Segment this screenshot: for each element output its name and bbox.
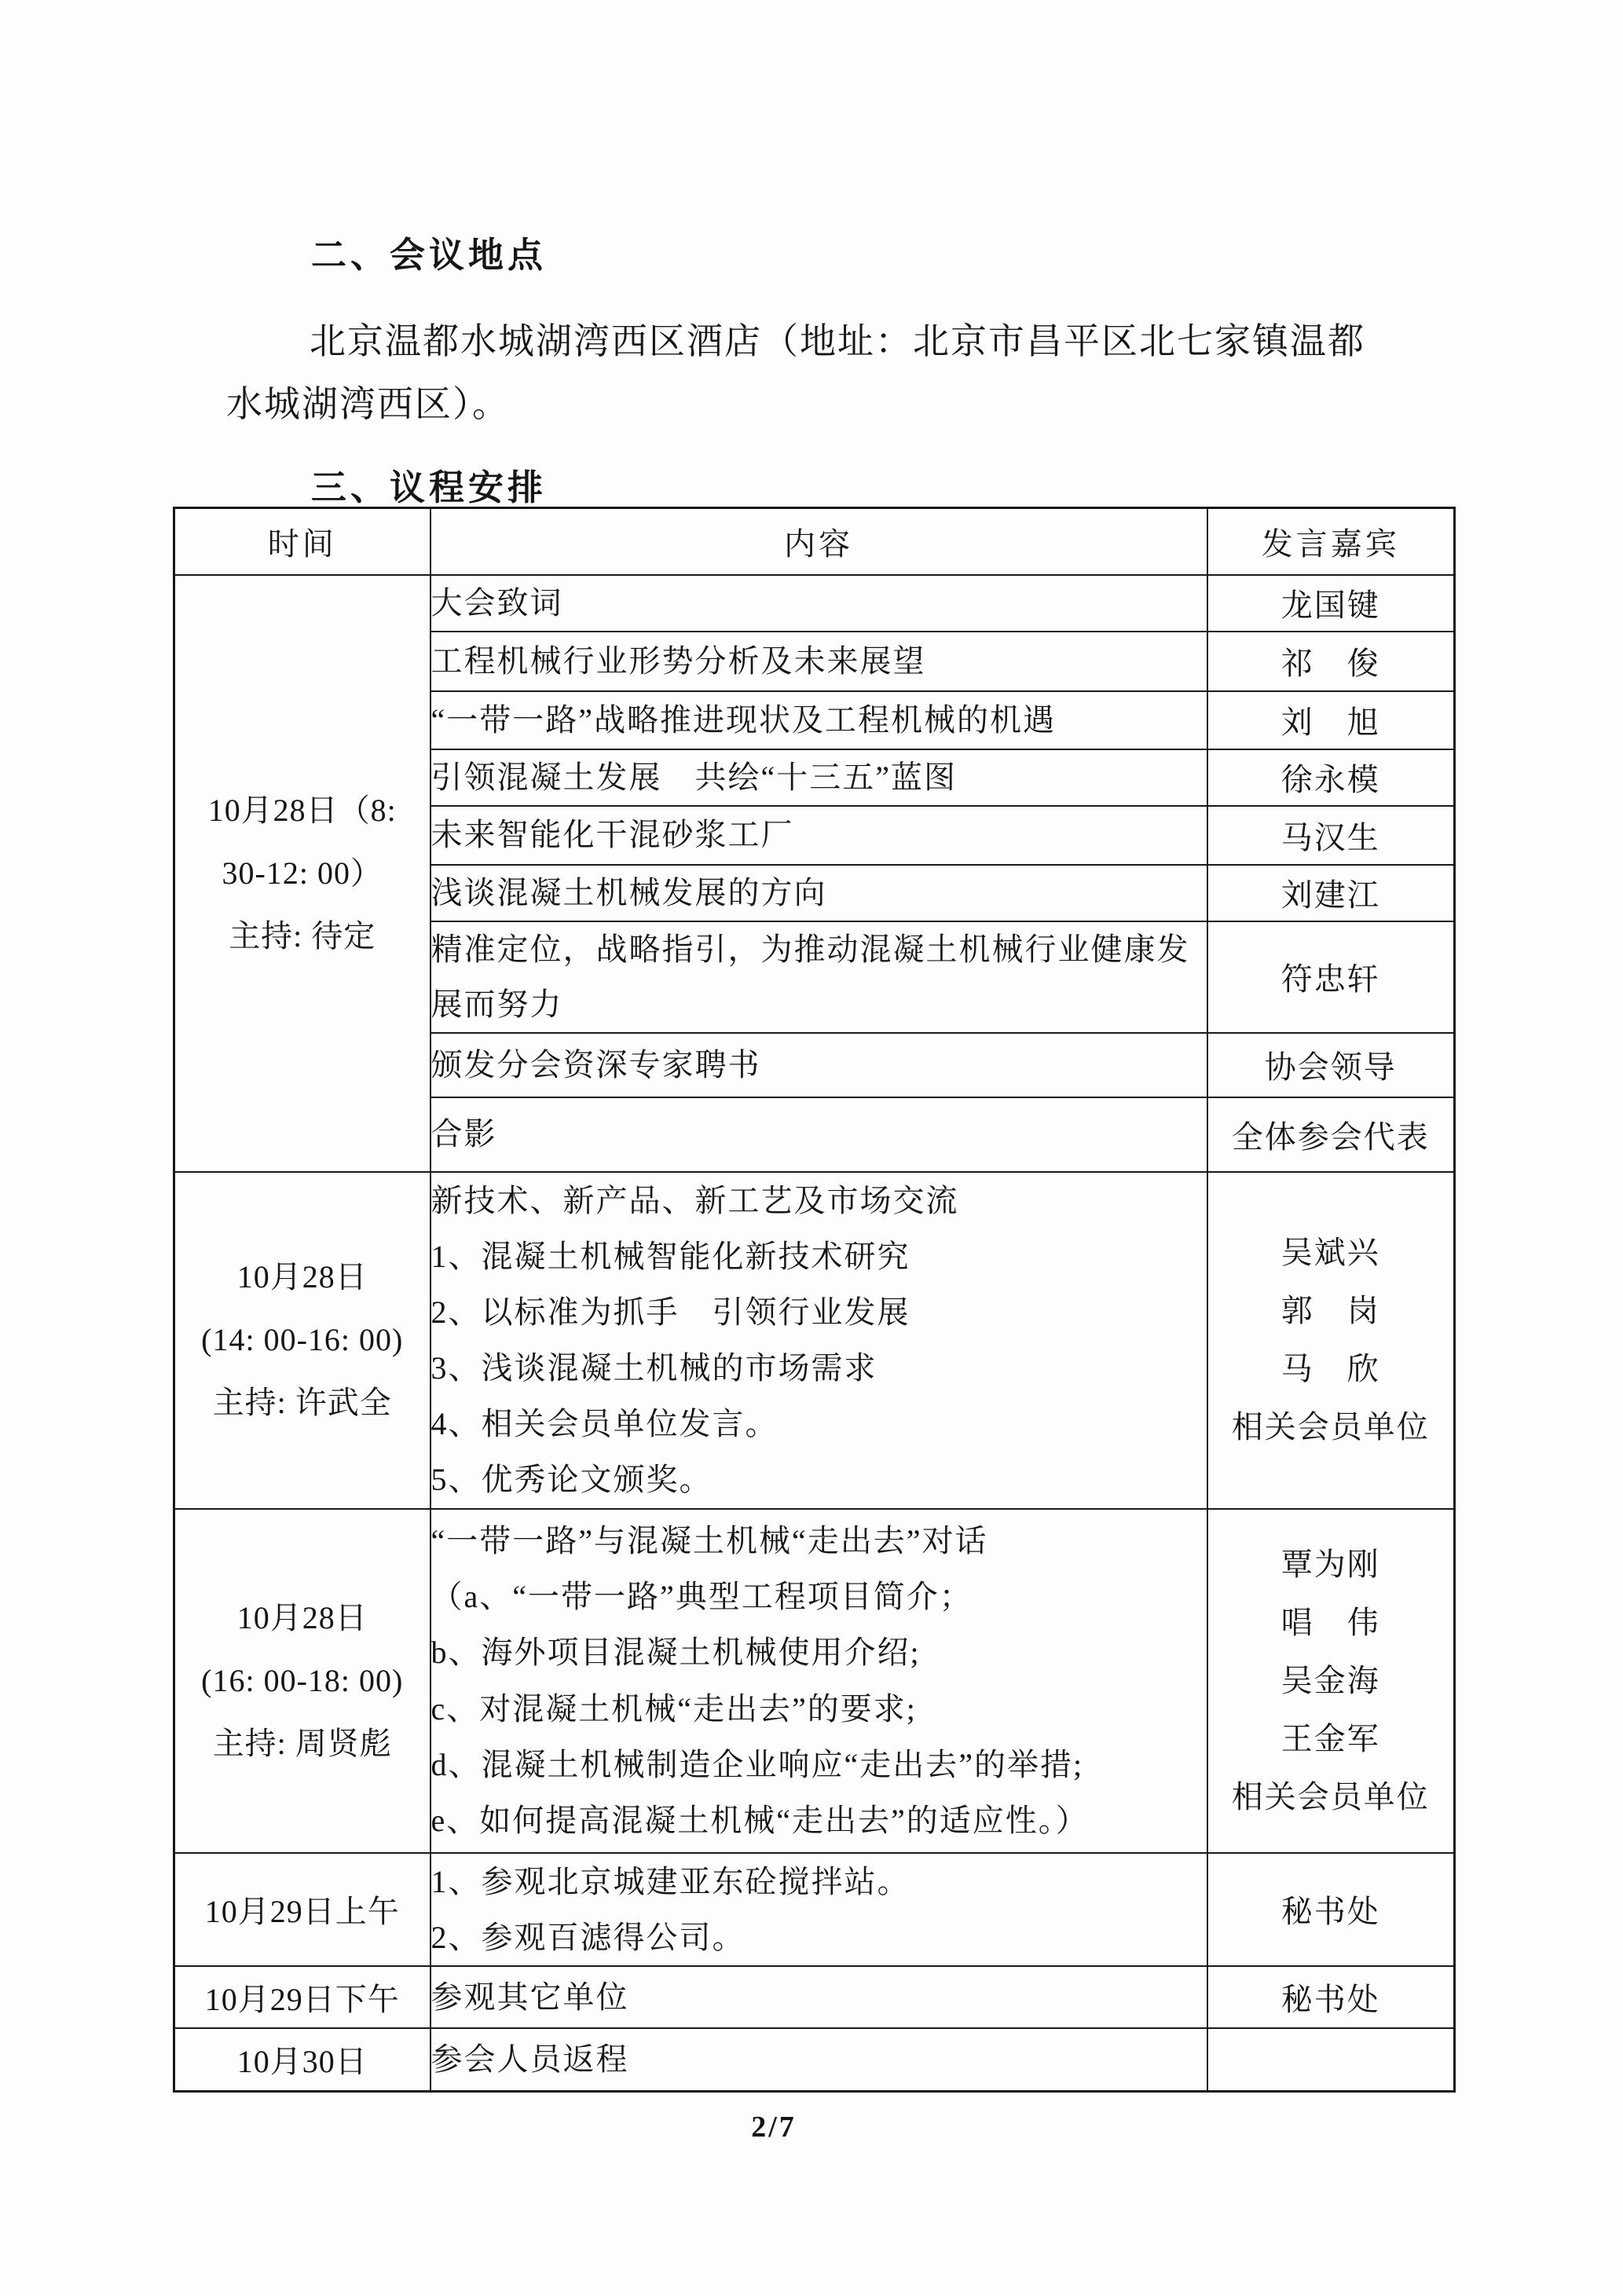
agenda-speaker-line: 唱 伟	[1280, 1604, 1380, 1640]
session3-time-line: 10月28日	[236, 1599, 368, 1635]
session1-time-cell	[174, 575, 430, 1172]
table-row-session3	[174, 1509, 1455, 1853]
agenda-item: 参观其它单位	[430, 1966, 1207, 2028]
agenda-item-line: c、对混凝土机械“走出去”的要求;	[430, 1690, 917, 1727]
agenda-speaker: 祁 俊	[1207, 632, 1455, 691]
table-row-session2	[174, 1172, 1455, 1509]
section-3-heading: 三、议程安排	[311, 468, 548, 507]
agenda-speaker: 刘 旭	[1207, 691, 1455, 749]
agenda-speaker-empty	[1207, 2028, 1455, 2091]
row-time-cell: 10月29日下午	[174, 1966, 430, 2028]
agenda-item-line: 2、参观百滤得公司。	[430, 1919, 746, 1955]
agenda-item-line: d、混凝土机械制造企业响应“走出去”的举措;	[430, 1746, 1084, 1782]
agenda-speaker: 马汉生	[1207, 806, 1455, 865]
agenda-speaker-line: 王金军	[1280, 1720, 1380, 1756]
agenda-item-line: e、如何提高混凝土机械“走出去”的适应性。）	[430, 1803, 1089, 1838]
section-2-heading: 二、会议地点	[311, 236, 548, 275]
session3-content-cell	[430, 1509, 1207, 1853]
agenda-speaker: 秘书处	[1207, 1853, 1455, 1966]
session1-time-line: 主持: 待定	[229, 917, 376, 954]
agenda-speaker: 符忠轩	[1207, 921, 1455, 1033]
agenda-item-line: （a、“一带一路”典型工程项目简介；	[430, 1579, 973, 1615]
column-header-content: 内容	[430, 508, 1207, 575]
agenda-speaker-line: 相关会员单位	[1231, 1409, 1430, 1445]
agenda-item-line: 5、优秀论文颁奖。	[430, 1462, 713, 1498]
venue-paragraph-line-2: 水城湖湾西区）。	[226, 384, 510, 424]
venue-paragraph-line-1: 北京温都水城湖湾西区酒店（地址：北京市昌平区北七家镇温都	[310, 321, 1365, 361]
agenda-speaker: 龙国键	[1207, 575, 1455, 632]
agenda-item-line: 1、参观北京城建亚东砼搅拌站。	[430, 1863, 910, 1899]
session2-speaker-cell	[1207, 1172, 1455, 1509]
agenda-speaker: 徐永模	[1207, 749, 1455, 806]
row-content-cell	[430, 1853, 1207, 1966]
session2-time-line: 10月28日	[236, 1259, 368, 1295]
agenda-item: 参会人员返程	[430, 2028, 1207, 2091]
agenda-item-line: 1、混凝土机械智能化新技术研究	[430, 1238, 910, 1274]
agenda-speaker-line: 郭 岗	[1280, 1293, 1380, 1329]
column-header-speaker: 发言嘉宾	[1207, 508, 1455, 575]
agenda-item-line: “一带一路”与混凝土机械“走出去”对话	[430, 1523, 988, 1559]
agenda-item: 浅谈混凝土机械发展的方向	[430, 865, 1207, 921]
table-row	[174, 575, 1455, 632]
session1-time-line: 30-12: 00）	[222, 855, 383, 891]
agenda-item: 合影	[430, 1097, 1207, 1172]
agenda-item-line: 3、浅谈混凝土机械的市场需求	[430, 1350, 877, 1386]
agenda-speaker: 全体参会代表	[1207, 1097, 1455, 1172]
agenda-table	[173, 507, 1456, 2093]
agenda-speaker: 刘建江	[1207, 865, 1455, 921]
session3-speaker-cell	[1207, 1509, 1455, 1853]
agenda-speaker-line: 吴金海	[1280, 1662, 1380, 1698]
row-time-cell: 10月29日上午	[174, 1853, 430, 1966]
table-row	[174, 1853, 1455, 1966]
agenda-speaker-line: 覃为刚	[1280, 1546, 1380, 1582]
agenda-item: “一带一路”战略推进现状及工程机械的机遇	[430, 691, 1207, 749]
session2-time-cell	[174, 1172, 430, 1509]
agenda-speaker: 秘书处	[1207, 1966, 1455, 2028]
agenda-speaker-line: 相关会员单位	[1231, 1778, 1430, 1814]
agenda-speaker-line: 马 欣	[1280, 1351, 1380, 1387]
session3-time-line: (16: 00-18: 00)	[201, 1662, 404, 1698]
session2-time-line: (14: 00-16: 00)	[201, 1322, 404, 1358]
agenda-item: 未来智能化干混砂浆工厂	[430, 806, 1207, 865]
session2-time-line: 主持: 许武全	[212, 1385, 392, 1421]
row-time-cell: 10月30日	[174, 2028, 430, 2091]
agenda-item: 工程机械行业形势分析及未来展望	[430, 632, 1207, 691]
agenda-item-line: 4、相关会员单位发言。	[430, 1406, 779, 1442]
table-row	[174, 1966, 1455, 2028]
table-row	[174, 2028, 1455, 2091]
session3-time-line: 主持: 周贤彪	[212, 1725, 392, 1761]
session2-content-cell	[430, 1172, 1207, 1509]
agenda-speaker-line: 吴斌兴	[1280, 1235, 1380, 1271]
agenda-item-line: 2、以标准为抓手 引领行业发展	[430, 1294, 910, 1330]
agenda-item: 精准定位，战略指引，为推动混凝土机械行业健康发展而努力	[430, 921, 1207, 1033]
table-header-row	[174, 508, 1455, 575]
agenda-item-line: 新技术、新产品、新工艺及市场交流	[430, 1182, 959, 1218]
agenda-item: 大会致词	[430, 575, 1207, 632]
agenda-item: 引领混凝土发展 共绘“十三五”蓝图	[430, 749, 1207, 806]
agenda-speaker: 协会领导	[1207, 1033, 1455, 1097]
session1-time-line: 10月28日（8:	[207, 792, 397, 828]
agenda-item-line: b、海外项目混凝土机械使用介绍;	[430, 1635, 921, 1671]
page-number: 2/7	[751, 2111, 797, 2144]
agenda-item: 颁发分会资深专家聘书	[430, 1033, 1207, 1097]
session3-time-cell	[174, 1509, 430, 1853]
column-header-time: 时间	[174, 508, 430, 575]
